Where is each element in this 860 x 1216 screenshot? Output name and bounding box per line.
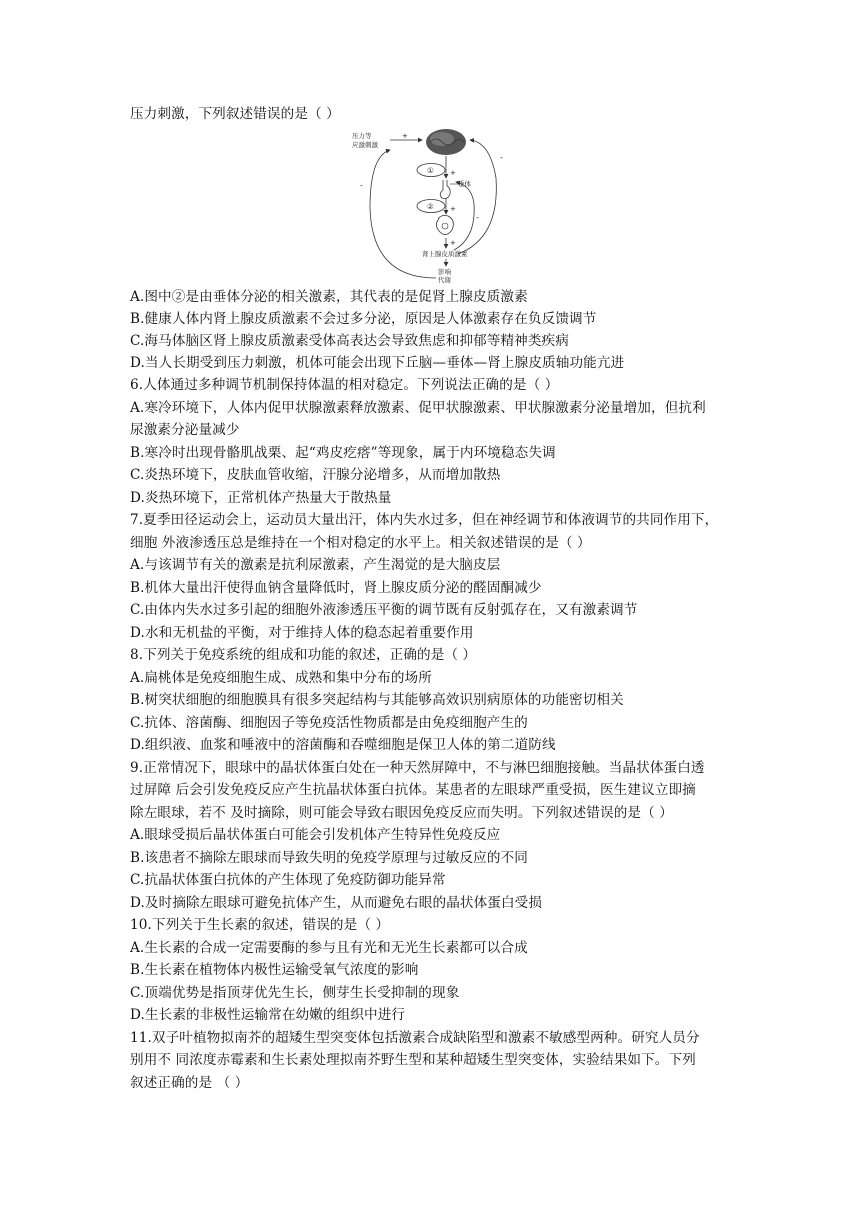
text-line: B.寒冷时出现骨骼肌战栗、起“鸡皮疙瘩”等现象，属于内环境稳态失调 — [130, 445, 556, 461]
stimulus-label-2: 应激刺激 — [352, 141, 378, 149]
right-outer-feedback-arrow — [458, 140, 496, 254]
text-line: 叙述正确的是 （ ） — [130, 1075, 249, 1091]
effect-label-1: 影响 — [438, 268, 451, 276]
text-line: D.生长素的非极性运输常在幼嫩的组织中进行 — [130, 1007, 406, 1023]
plus-1: + — [450, 169, 456, 177]
text-line: C.由体内失水过多引起的细胞外液渗透压平衡的调节既有反射弧存在，又有激素调节 — [130, 602, 638, 618]
text-line: D.组织液、血浆和唾液中的溶菌酶和吞噬细胞是保卫人体的第二道防线 — [130, 737, 556, 753]
right-inner-feedback-arrow — [454, 182, 474, 250]
text-line: B.该患者不摘除左眼球而导致失明的免疫学原理与过敏反应的不同 — [130, 850, 528, 866]
text-line: C.抗体、溶菌酶、细胞因子等免疫活性物质都是由免疫细胞产生的 — [130, 715, 528, 731]
pituitary-label: 垂体 — [458, 180, 471, 188]
text-line: A.眼球受损后晶状体蛋白可能会引发机体产生特异性免疫反应 — [130, 827, 501, 843]
text-line: D.水和无机盐的平衡，对于维持人体的稳态起着重要作用 — [130, 625, 474, 641]
question-7: 7.夏季田径运动会上，运动员大量出汗，体内失水过多，但在神经调节和体液调节的共同作用下， — [130, 512, 719, 528]
minus-right-inner: - — [476, 213, 479, 222]
text-line: B.健康人体内肾上腺皮质激素不会过多分泌，原因是人体激素存在负反馈调节 — [130, 311, 597, 327]
text-line: B.树突状细胞的细胞膜具有很多突起结构与其能够高效识别病原体的功能密切相关 — [130, 692, 624, 708]
text-line: 过屏障 后会引发免疫反应产生抗晶状体蛋白抗体。某患者的左眼球严重受损，医生建议立即摘 — [130, 782, 696, 798]
text-line: A.扁桃体是免疫细胞生成、成熟和集中分布的场所 — [130, 670, 432, 686]
question-9: 9.正常情况下，眼球中的晶状体蛋白处在一种天然屏障中，不与淋巴细胞接触。当晶状体蛋白透 — [130, 760, 705, 776]
pituitary-icon — [440, 180, 450, 199]
text-line: 除左眼球，若不 及时摘除，则可能会导致右眼因免疫反应而失明。下列叙述错误的是（ ） — [130, 805, 673, 821]
text-line: 细胞 外液渗透压总是维持在一个相对稳定的水平上。相关叙述错误的是（ ） — [130, 535, 591, 551]
minus-left: - — [360, 181, 363, 190]
text-line: A.图中②是由垂体分泌的相关激素，其代表的是促肾上腺皮质激素 — [130, 289, 528, 305]
question-6: 6.人体通过多种调节机制保持体温的相对稳定。下列说法正确的是（ ） — [130, 377, 559, 393]
text-line: 别用不 同浓度赤霉素和生长素处理拟南芥野生型和某种超矮生型突变体，实验结果如下。下列 — [130, 1052, 696, 1068]
adrenal-gland-icon — [436, 216, 453, 235]
minus-right-outer: - — [500, 153, 503, 162]
question-11: 11.双子叶植物拟南芥的超矮生型突变体包括激素合成缺陷型和激素不敏感型两种。研究人员分 — [130, 1030, 700, 1046]
text-line: C.炎热环境下，皮肤血管收缩，汗腺分泌增多，从而增加散热 — [130, 467, 501, 483]
question-10: 10.下列关于生长素的叙述，错误的是（ ） — [130, 917, 390, 933]
plus-3: + — [450, 239, 456, 247]
hormone-label: 肾上腺皮质激素 — [422, 250, 468, 258]
stimulus-label-1: 压力等 — [352, 132, 372, 140]
text-line: D.炎热环境下，正常机体产热量大于散热量 — [130, 490, 392, 506]
brain-icon — [426, 129, 466, 155]
stimulus-plus: + — [402, 132, 408, 140]
question-stem: 压力刺激，下列叙述错误的是（ ） — [130, 106, 340, 122]
text-line: D.及时摘除左眼球可避免抗体产生，从而避免右眼的晶状体蛋白受损 — [130, 895, 543, 911]
text-line: 尿激素分泌量减少 — [130, 422, 240, 438]
text-line: A.寒冷环境下，人体内促甲状腺激素释放激素、促甲状腺激素、甲状腺激素分泌量增加，但抗利 — [130, 400, 706, 416]
circle-1-label: ① — [427, 166, 434, 175]
text-line: A.生长素的合成一定需要酶的参与且有光和无光生长素都可以合成 — [130, 940, 528, 956]
text-line: D.当人长期受到压力刺激，机体可能会出现下丘脑—垂体—肾上腺皮质轴功能亢进 — [130, 355, 625, 371]
text-line: C.抗晶状体蛋白抗体的产生体现了免疫防御功能异常 — [130, 872, 446, 888]
circle-2-label: ② — [427, 202, 434, 211]
question-8: 8.下列关于免疫系统的组成和功能的叙述，正确的是（ ） — [130, 647, 477, 663]
plus-2: + — [450, 205, 456, 213]
text-line: B.机体大量出汗使得血钠含量降低时，肾上腺皮质分泌的醛固酮减少 — [130, 580, 542, 596]
hpa-axis-diagram — [350, 128, 530, 286]
text-line: C.顶端优势是指顶芽优先生长，侧芽生长受抑制的现象 — [130, 985, 460, 1001]
text-line: B.生长素在植物体内极性运输受氧气浓度的影响 — [130, 962, 419, 978]
text-line: C.海马体脑区肾上腺皮质激素受体高表达会导致焦虑和抑郁等精神类疾病 — [130, 333, 569, 349]
text-line: A.与该调节有关的激素是抗利尿激素，产生渴觉的是大脑皮层 — [130, 557, 501, 573]
effect-label-2: 代谢 — [438, 276, 451, 284]
